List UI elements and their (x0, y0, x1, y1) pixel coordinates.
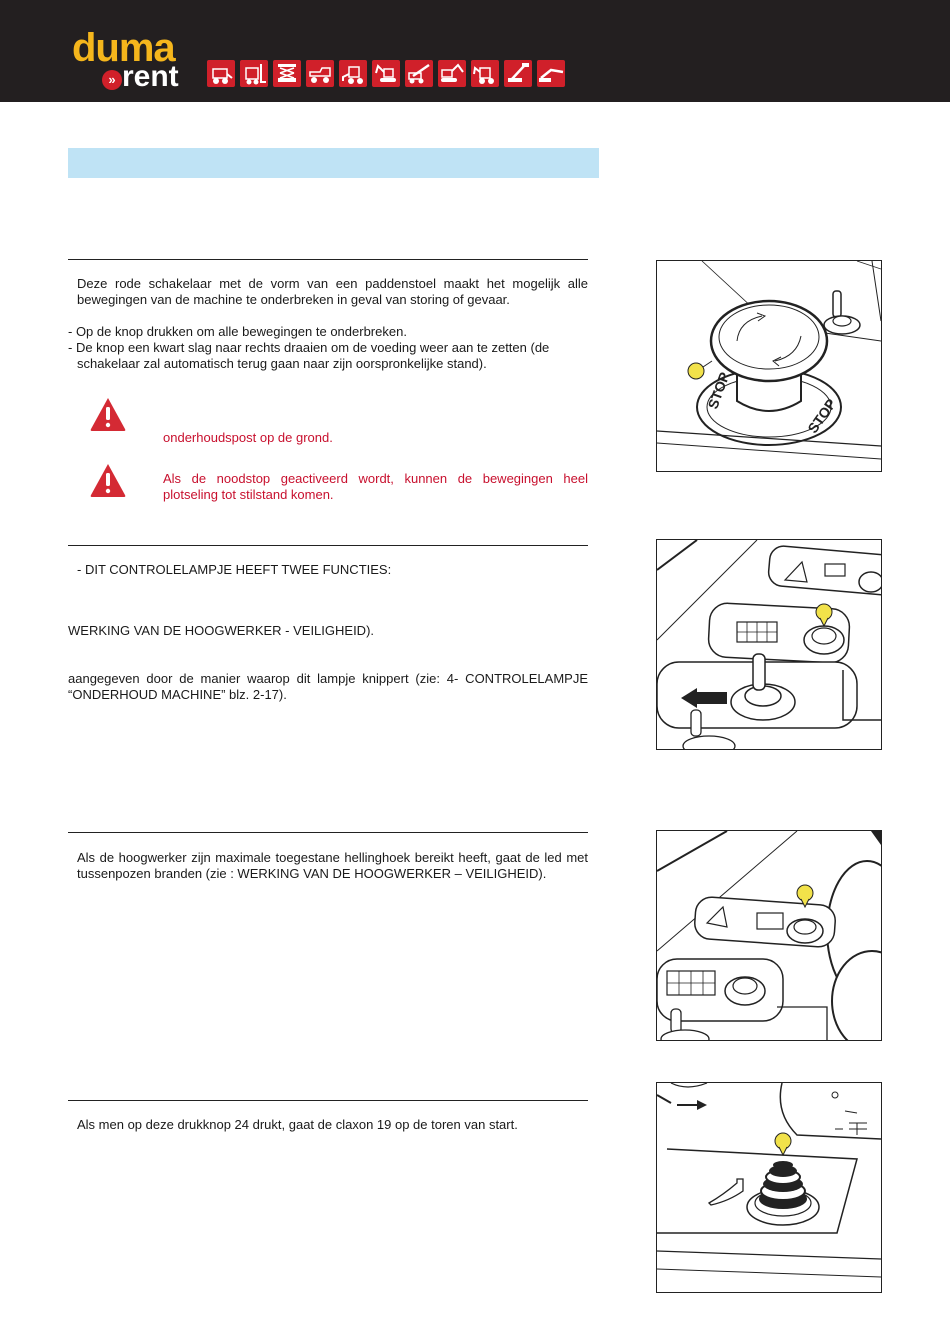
emergency-stop-step-1: - Op de knop drukken om alle bewegingen te onderbreken. (68, 324, 407, 339)
page-header (0, 0, 950, 102)
skid-steer-icon (207, 60, 235, 87)
excavator-icon (438, 60, 466, 87)
section-divider (68, 545, 588, 546)
control-light-heading: - DIT CONTROLELAMPJE HEEFT TWEE FUNCTIES: (77, 562, 392, 577)
forklift-icon (240, 60, 268, 87)
telehandler-icon (405, 60, 433, 87)
emergency-stop-figure (656, 260, 882, 472)
control-light-figure (656, 539, 882, 750)
tilt-led-figure (656, 830, 882, 1041)
tilt-warning-text: Als de hoogwerker zijn maximale toegestane hellinghoek bereikt heeft, gaat de led met tussenpozen branden (zie : WERKING VAN DE HOOGWERKER – VEILIGHEID). (77, 850, 588, 881)
stop-label-left: STOP (704, 369, 733, 412)
machine-icon-strip (207, 60, 565, 87)
scissor-lift-icon (273, 60, 301, 87)
dumper-icon (306, 60, 334, 87)
articulated-boom-icon (537, 60, 565, 87)
horn-button-text: Als men op deze drukknop 24 drukt, gaat de claxon 19 op de toren van start. (77, 1117, 518, 1132)
mini-excavator-icon (372, 60, 400, 87)
warning-text-1: onderhoudspost op de grond. (163, 430, 333, 445)
section-divider (68, 259, 588, 260)
warning-triangle-icon (89, 462, 127, 498)
section-title-bar (68, 148, 599, 178)
horn-button-figure (656, 1082, 882, 1293)
control-light-function-2: aangegeven door de manier waarop dit lampje knippert (zie: 4- CONTROLELAMPJE “ONDERHOUD MACHINE” blz. 2-17). (68, 671, 588, 702)
emergency-stop-intro: Deze rode schakelaar met de vorm van een paddenstoel maakt het mogelijk alle bewegingen van de machine te onderbreken in geval van storing of gevaar. (77, 276, 588, 307)
warning-triangle-icon (89, 396, 127, 432)
logo-arrow-icon: » (102, 70, 122, 90)
stop-label-right: STOP (804, 395, 840, 436)
boom-lift-icon (504, 60, 532, 87)
emergency-stop-step-2-cont: schakelaar zal automatisch terug gaan naar zijn oorspronkelijke stand). (77, 356, 487, 371)
wheel-loader-icon (339, 60, 367, 87)
emergency-stop-step-2: - De knop een kwart slag naar rechts draaien om de voeding weer aan te zetten (de (68, 340, 550, 355)
control-light-function-1: WERKING VAN DE HOOGWERKER - VEILIGHEID). (68, 623, 375, 638)
section-divider (68, 1100, 588, 1101)
section-divider (68, 832, 588, 833)
compact-loader-icon (471, 60, 499, 87)
warning-text-2: Als de noodstop geactiveerd wordt, kunnen de bewegingen heel plotseling tot stilstand komen. (163, 471, 588, 502)
dumarent-logo (72, 28, 192, 92)
logo-duma-text: duma (72, 26, 175, 70)
logo-rent-text: rent (122, 60, 179, 93)
